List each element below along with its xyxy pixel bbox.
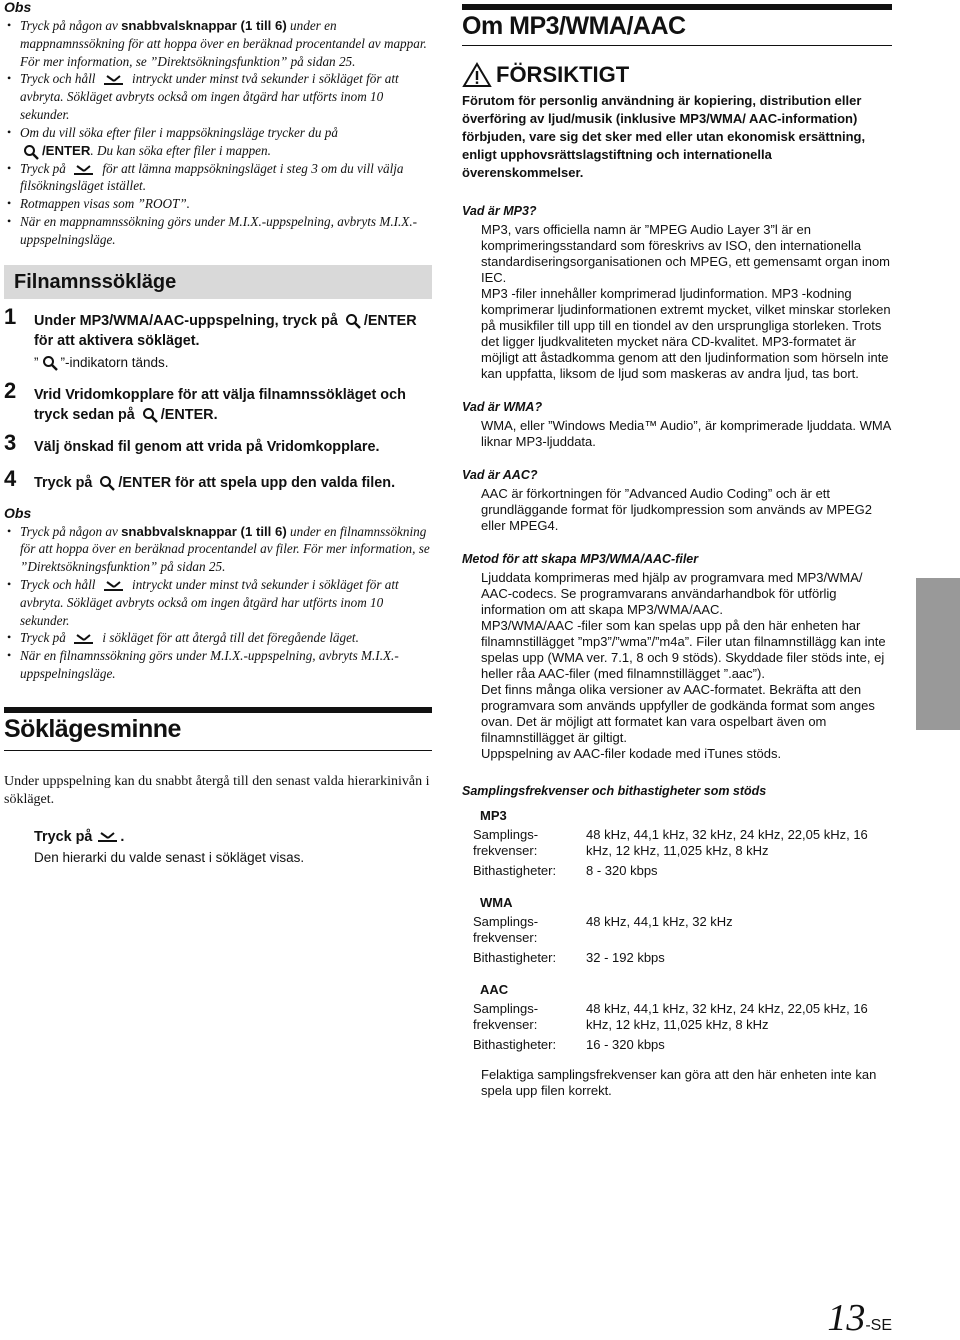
search-icon	[345, 313, 361, 329]
step-subtext-post: ”-indikatorn tänds.	[60, 354, 169, 370]
return-icon	[102, 73, 126, 87]
chapter-tab	[916, 578, 960, 730]
spec-row	[473, 1001, 892, 1033]
step-text: Under MP3/WMA/AAC-uppspelning, tryck på	[34, 312, 342, 329]
right-column	[462, 0, 892, 1099]
spec-row	[473, 914, 892, 946]
step-text: Tryck på	[34, 474, 97, 491]
spec-block	[462, 982, 892, 1053]
spec-row	[473, 863, 892, 879]
return-icon	[102, 579, 126, 593]
specs-heading: Samplingsfrekvenser och bithastigheter som stöds	[462, 784, 767, 798]
qa-question: Metod för att skapa MP3/WMA/AAC-filer	[462, 552, 699, 566]
spec-label: Bithastigheter:	[473, 863, 557, 878]
obs-text: Tryck på	[20, 160, 70, 176]
obs-bold: snabbvalsknappar (1 till 6)	[121, 523, 287, 539]
spec-value: 48 kHz, 44,1 kHz, 32 kHz, 24 kHz, 22,05 kHz, 16 kHz, 12 kHz, 11,025 kHz, 8 kHz	[586, 827, 868, 858]
qa-question: Vad är AAC?	[462, 468, 538, 482]
step-number: 2	[4, 377, 17, 403]
obs-text: När en mappnamnssökning görs under M.I.X.-uppspelning, avbryts M.I.X.-uppspelningsläge.	[20, 213, 418, 247]
caution-header	[462, 62, 892, 88]
section-heading-filnamn: Filnamnssökläge	[4, 265, 432, 299]
obs-item	[4, 523, 432, 576]
obs-item	[4, 629, 432, 647]
obs-text: Tryck på	[20, 630, 70, 646]
qa-paragraph: MP3/WMA/AAC -filer som kan spelas upp på den här enheten har filnamnstillägget ”mp3”/”wma”/”m4a”. Filer utan filnamnstillägg kan inte spelas upp (WMA ver. 7.1, 8 och 9 stöds). Skyddade filer stöds inte, ej heller råa AAC-filer (med filnamnstillägget ”.aac”).	[481, 618, 886, 681]
caution-title: FÖRSIKTIGT	[496, 62, 630, 87]
step-text: Välj önskad fil genom att vrida på Vridomkopplare.	[34, 438, 380, 455]
qa-paragraph: Det finns många olika versioner av AAC-formatet. Bekräfta att den programvara som används uppfyller de godkända format som anges ovan. Det är möjligt att formatet kan vara ospelbart även om filnamnstillägget är giltigt.	[481, 682, 875, 745]
page-title: Om MP3/WMA/AAC	[462, 12, 686, 40]
spec-label: Samplings-frekvenser:	[473, 914, 539, 945]
obs-title: Obs	[4, 0, 32, 15]
caution-text: Förutom för personlig användning är kopiering, distribution eller överföring av ljud/musik (inklusive MP3/WMA/ AAC-information) förbjuden, vare sig det sker med eller utan ekonomisk ersättning, enligt upphovsrättslagstiftning och internationella överenskommelser.	[462, 93, 866, 180]
page-number-value: 13	[827, 1297, 866, 1339]
step-text: /ENTER för att aktivera sökläget.	[34, 312, 417, 349]
spec-value: 8 - 320 kbps	[586, 863, 658, 878]
obs-item	[4, 124, 432, 160]
spec-value: 16 - 320 kbps	[586, 1037, 665, 1052]
obs-text: i sökläget för att återgå till det föregående läget.	[99, 630, 359, 646]
obs-item	[4, 160, 432, 196]
qa-answer	[462, 222, 892, 382]
qa-paragraph: MP3, vars officiella namn är ”MPEG Audio Layer 3”l är en komprimeringsstandard som föreskrivs av ISO, den internationella standardiseringsorganisationen och MPEG, ett gemensamt organ inom IEC.	[481, 222, 890, 285]
step-item	[4, 377, 432, 425]
spec-format: AAC	[480, 982, 509, 997]
step-item	[4, 429, 432, 457]
section-heading-minne: Söklägesminne	[4, 714, 181, 743]
qa-paragraph: WMA, eller ”Windows Media™ Audio”, är komprimerade ljuddata. WMA liknar MP3-ljuddata.	[481, 418, 891, 449]
obs-list	[4, 523, 432, 683]
specs-note: Felaktiga samplingsfrekvenser kan göra att den här enheten inte kan spela upp filen korrekt.	[481, 1067, 877, 1098]
step-subtext	[34, 353, 432, 373]
page-number-suffix: -SE	[865, 1317, 892, 1334]
qa-list	[462, 204, 892, 762]
spec-label: Bithastigheter:	[473, 950, 557, 965]
spec-row	[473, 1037, 892, 1053]
section-rule	[462, 4, 892, 10]
step-number: 4	[4, 465, 17, 491]
minne-action	[34, 827, 432, 847]
qa-question: Vad är WMA?	[462, 400, 543, 414]
obs-text: under en mappnamnssökning för att hoppa över en beräknad procentandel av mappar. För mer information, se ”Direktsökningsfunktion” på sidan 25.	[20, 18, 427, 69]
obs-text: för att lämna mappsökningsläget i steg 3 om du vill välja filsökningsläget istället.	[20, 160, 404, 194]
section-rule	[4, 707, 432, 713]
qa-answer	[462, 418, 892, 450]
minne-intro: Under uppspelning kan du snabbt återgå till den senast valda hierarkinivån i sökläget.	[4, 773, 430, 807]
obs-item	[4, 195, 432, 213]
minne-action-post: .	[120, 828, 125, 845]
spec-format: WMA	[480, 895, 513, 910]
obs-item	[4, 70, 432, 123]
qa-answer	[462, 486, 892, 534]
spec-format: MP3	[480, 808, 507, 823]
search-icon	[142, 407, 158, 423]
step-list	[4, 303, 432, 493]
obs-item	[4, 213, 432, 249]
minne-result: Den hierarki du valde senast i sökläget visas.	[34, 849, 305, 865]
obs-bold: snabbvalsknappar (1 till 6)	[121, 18, 287, 33]
spec-label: Bithastigheter:	[473, 1037, 557, 1052]
spec-label: Samplings-frekvenser:	[473, 1001, 539, 1032]
step-item	[4, 465, 432, 493]
specs-table	[462, 808, 892, 1053]
qa-paragraph: MP3 -filer innehåller komprimerad ljudinformation. MP3 -kodning komprimerar ljudinformationen extremt mycket, vilket minskar storleken på musikfiler till upp till en tiondel av den ursprungliga storleken. Trots det ligger ljudkvaliteten mycket nära CD-kvalitet. MP3-formatet är möjligt att åstadkomma genom att den ljudinformation som hörseln inte kan uppfatta, liksom de ljud som maskeras av andra ljud, tas bort.	[481, 286, 891, 381]
search-icon	[42, 355, 58, 371]
section-rule-thin	[4, 750, 432, 751]
step-item	[4, 303, 432, 373]
left-column	[4, 0, 432, 867]
spec-row	[473, 827, 892, 859]
step-text: för att välja filnamnssökläget och tryck sedan på	[34, 386, 406, 423]
step-number: 1	[4, 303, 17, 329]
obs-text: Tryck på någon av	[20, 523, 122, 539]
step-number: 3	[4, 429, 17, 455]
obs-text: . Du kan söka efter filer i mappen.	[90, 142, 271, 158]
obs-text: Tryck och håll	[20, 576, 99, 592]
spec-value: 48 kHz, 44,1 kHz, 32 kHz	[586, 914, 733, 929]
return-icon	[96, 830, 120, 844]
minne-action-pre: Tryck på	[34, 828, 97, 845]
section-rule-thin	[462, 45, 892, 46]
step-text: Vrid	[34, 386, 66, 403]
spec-value: 32 - 192 kbps	[586, 950, 665, 965]
page-number	[827, 1296, 892, 1340]
step-bold: Vridomkopplare	[65, 386, 174, 403]
qa-answer	[462, 570, 892, 762]
obs-list	[4, 17, 432, 249]
obs-text: intryckt under minst två sekunder i sökläget för att avbryta. Sökläget avbryts också om ingen åtgärd har utförts inom 10 sekunder.	[20, 576, 399, 628]
search-icon	[99, 475, 115, 491]
obs-text: När en filnamnssökning görs under M.I.X.-uppspelning, avbryts M.I.X.-uppspelningsläge.	[20, 648, 399, 681]
obs-text: Rotmappen visas som ”ROOT”.	[20, 196, 190, 212]
obs-title: Obs	[4, 504, 32, 521]
return-icon	[72, 632, 96, 646]
qa-paragraph: AAC är förkortningen för ”Advanced Audio Coding” och är ett grundläggande format för ljudkompression som används av MPEG2 eller MPEG4.	[481, 486, 872, 533]
spec-block	[462, 808, 892, 879]
obs-text: intryckt under minst två sekunder i sökläget för att avbryta. Sökläget avbryts också om ingen åtgärd har utförts inom 10 sekunder.	[20, 71, 399, 122]
step-subtext-pre: ”	[34, 354, 39, 370]
obs-text: under en filnamnssökning för att hoppa över en beräknad procentandel av filer. För mer information, se ”Direktsökningsfunktion” på sidan 25.	[20, 523, 430, 575]
obs-enter: /ENTER	[42, 142, 91, 158]
step-text: /ENTER för att spela upp den valda filen.	[118, 474, 396, 491]
spec-value: 48 kHz, 44,1 kHz, 32 kHz, 24 kHz, 22,05 kHz, 16 kHz, 12 kHz, 11,025 kHz, 8 kHz	[586, 1001, 868, 1032]
return-icon	[72, 163, 96, 177]
warning-icon	[462, 62, 492, 88]
spec-label: Samplings-frekvenser:	[473, 827, 539, 858]
obs-text: Tryck och håll	[20, 71, 99, 87]
qa-paragraph: Ljuddata komprimeras med hjälp av programvara med MP3/WMA/ AAC-codecs. Se programvarans användarhandbok för utförlig information om att skapa MP3/WMA/AAC.	[481, 570, 863, 617]
obs-item	[4, 647, 432, 683]
obs-item	[4, 17, 432, 70]
spec-block	[462, 895, 892, 966]
qa-paragraph: Uppspelning av AAC-filer kodade med iTunes stöds.	[481, 746, 782, 761]
spec-row	[473, 950, 892, 966]
search-icon	[23, 144, 39, 160]
obs-text: Tryck på någon av	[20, 18, 122, 33]
qa-question: Vad är MP3?	[462, 204, 537, 218]
obs-item	[4, 576, 432, 629]
step-text: /ENTER.	[160, 406, 218, 423]
obs-text: Om du vill söka efter filer i mappsökningsläge trycker du på	[20, 124, 338, 140]
